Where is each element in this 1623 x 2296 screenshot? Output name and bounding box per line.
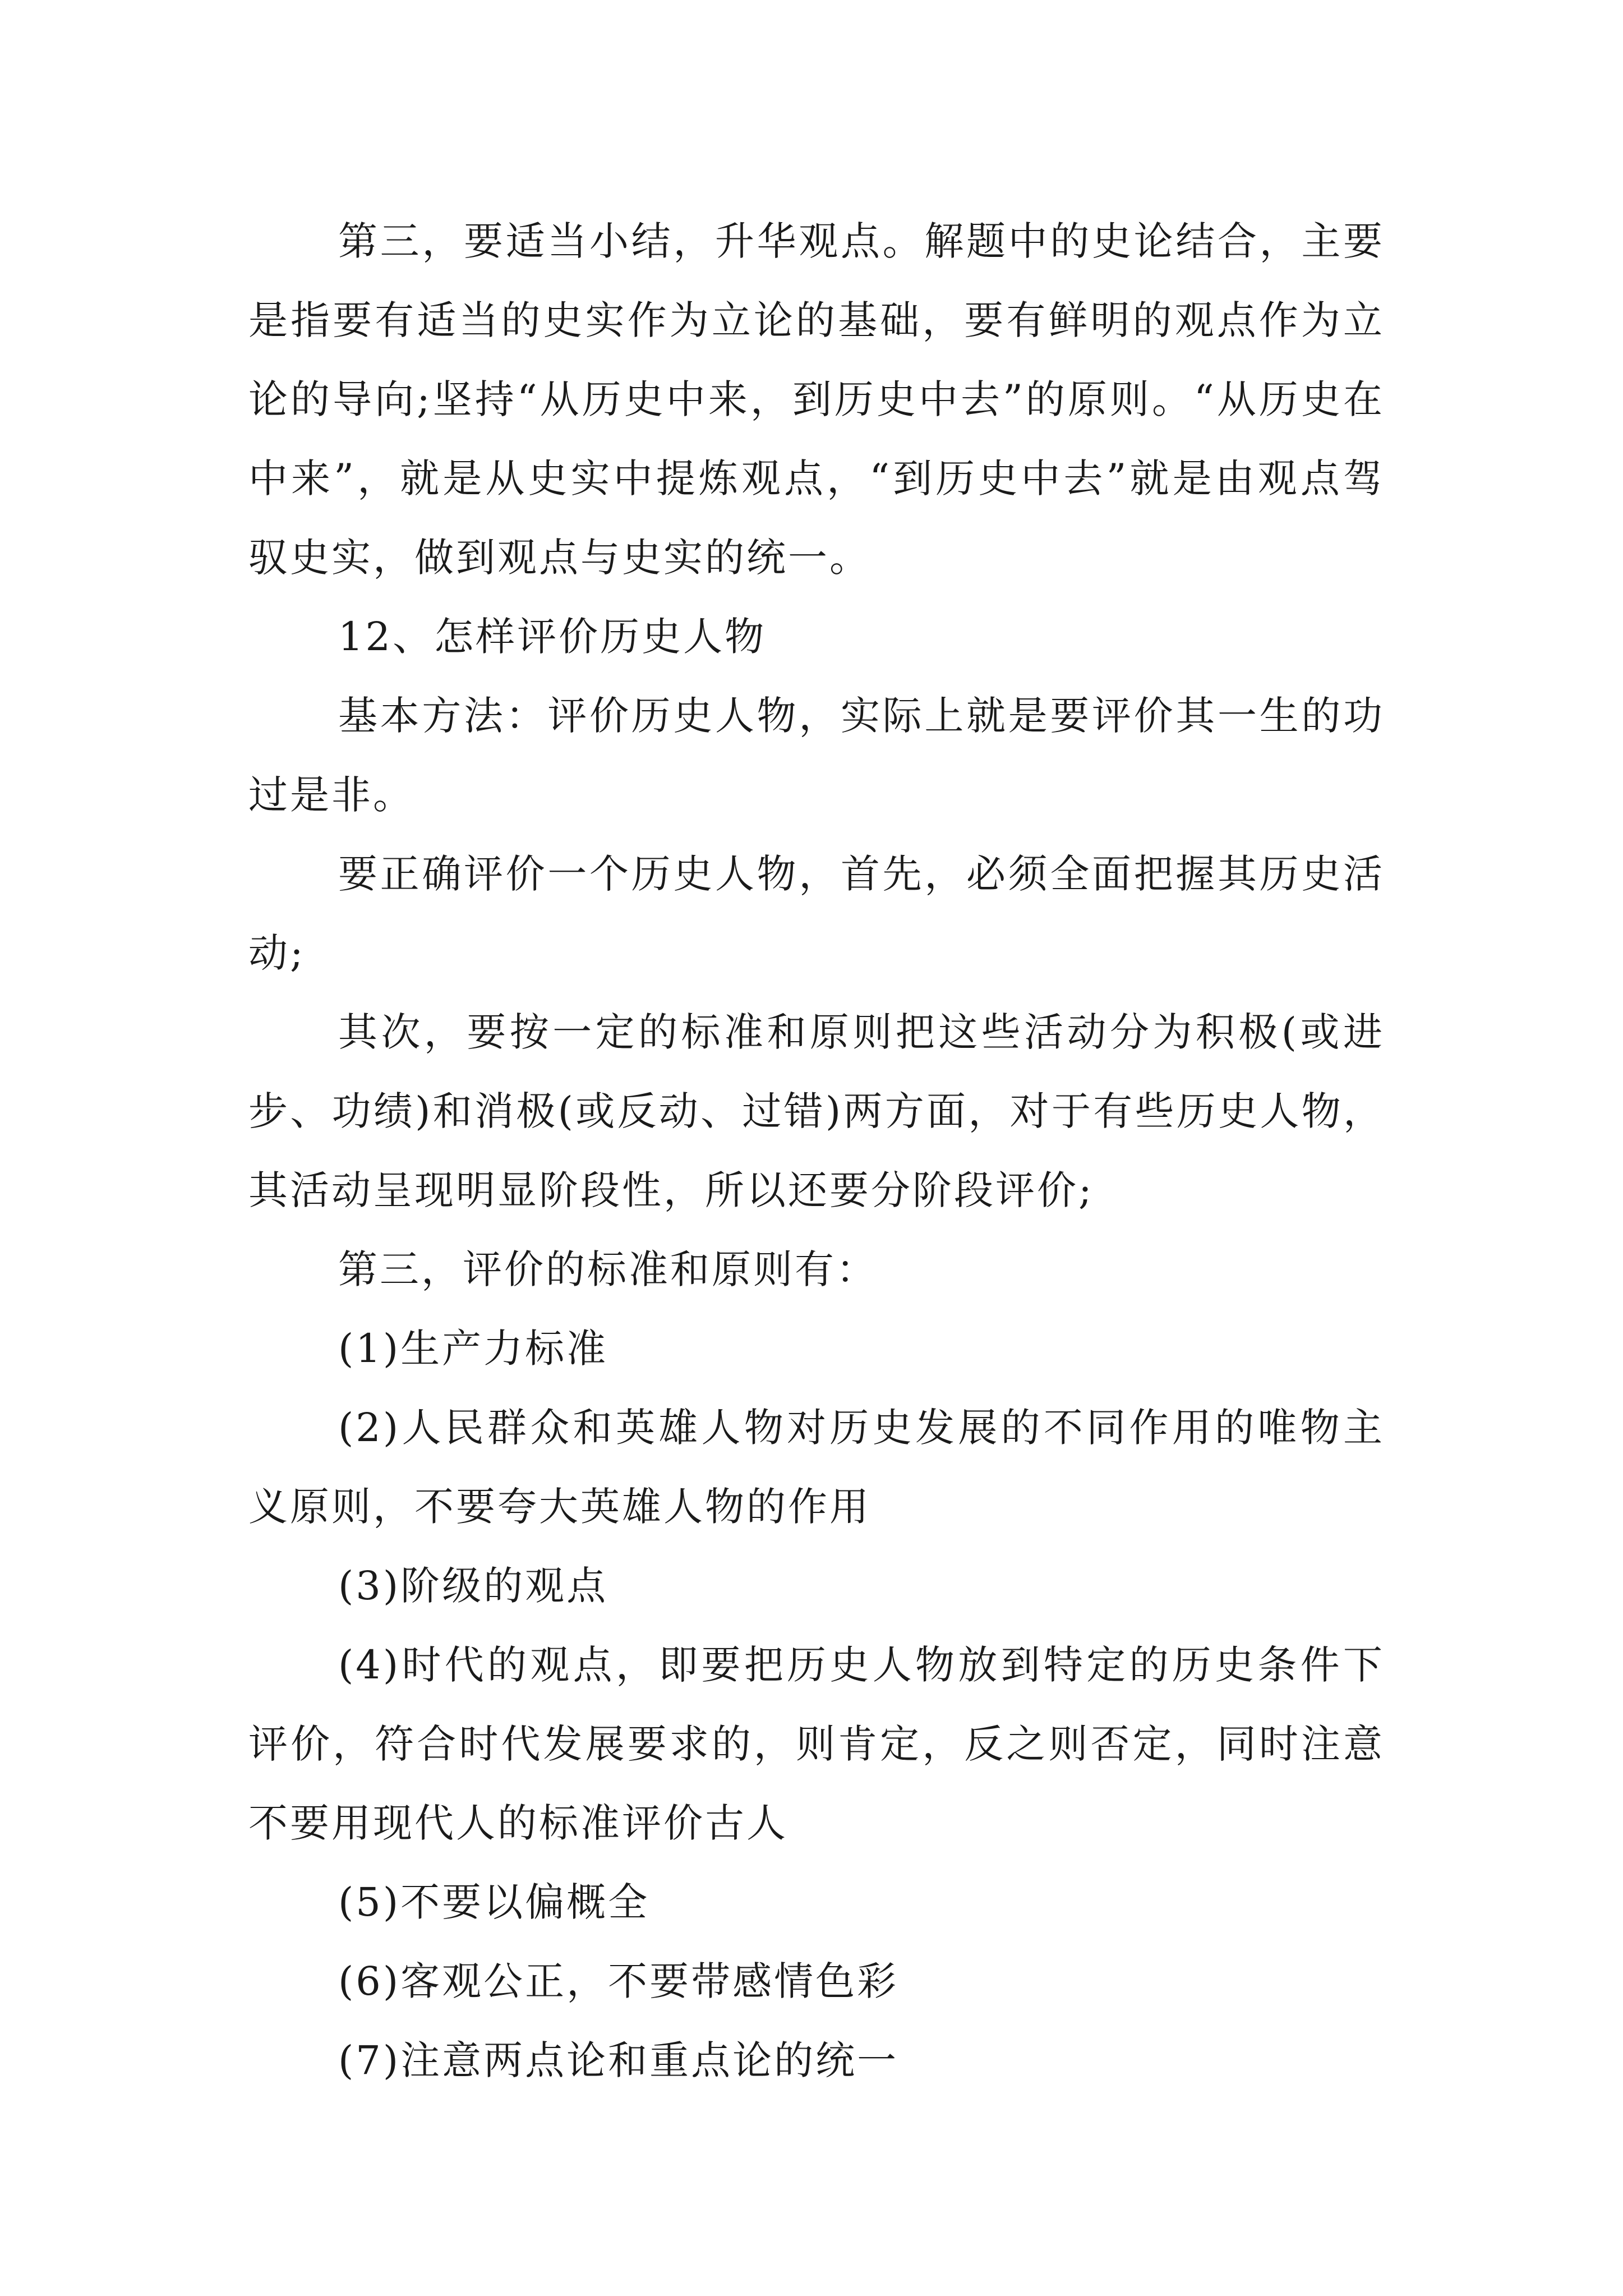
list-item-7: (7)注意两点论和重点论的统一	[338, 2037, 899, 2083]
section-heading-evaluate-figures: 12、怎样评价历史人物	[338, 614, 767, 660]
list-item-1: (1)生产力标准	[338, 1326, 608, 1372]
paragraph-third-step: 第三，评价的标准和原则有：	[338, 1246, 878, 1292]
list-item-5: (5)不要以偏概全	[338, 1879, 650, 1925]
list-item-6: (6)客观公正，不要带感情色彩	[338, 1958, 899, 2004]
paragraph-first-step: 要正确评价一个历史人物，首先，必须全面把握其历史活动;	[248, 851, 1385, 976]
list-item-3: (3)阶级的观点	[338, 1563, 608, 1609]
list-item-4: (4)时代的观点，即要把历史人物放到特定的历史条件下评价，符合时代发展要求的，则肯定，反之则否定，同时注意不要用现代人的标准评价古人	[248, 1642, 1385, 1846]
list-item-2: (2)人民群众和英雄人物对历史发展的不同作用的唯物主义原则，不要夸大英雄人物的作用	[248, 1405, 1385, 1530]
document-body	[248, 202, 1385, 2100]
paragraph-basic-method: 基本方法：评价历史人物，实际上就是要评价其一生的功过是非。	[248, 693, 1385, 818]
paragraph-second-step: 其次，要按一定的标准和原则把这些活动分为积极(或进步、功绩)和消极(或反动、过错)两方面，对于有些历史人物，其活动呈现明显阶段性，所以还要分阶段评价;	[248, 1009, 1385, 1213]
paragraph-summary-viewpoint: 第三，要适当小结，升华观点。解题中的史论结合，主要是指要有适当的史实作为立论的基础，要有鲜明的观点作为立论的导向;坚持“从历史中来，到历史中去”的原则。“从历史在中来”，就是从史实中提炼观点，“到历史中去”就是由观点驾驭史实，做到观点与史实的统一。	[248, 218, 1385, 581]
